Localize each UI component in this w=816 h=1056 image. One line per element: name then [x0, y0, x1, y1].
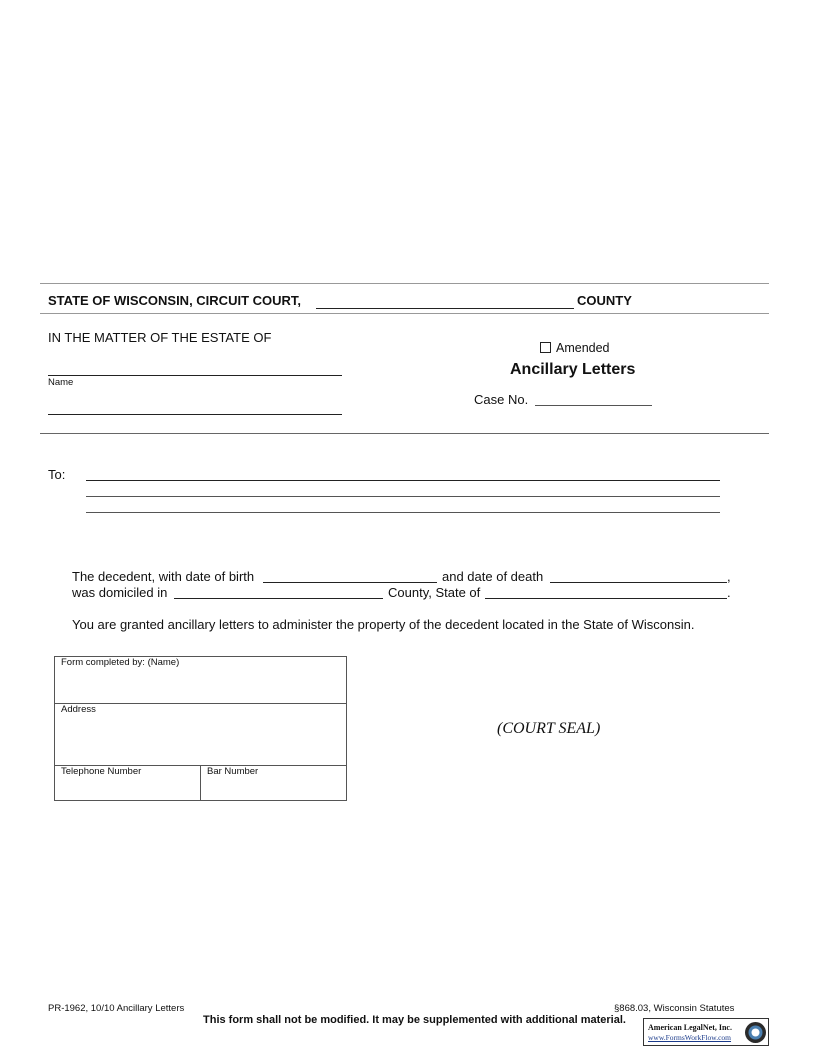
name-label: Name — [48, 377, 74, 388]
case-no-label: Case No. — [474, 392, 529, 407]
case-no-field[interactable] — [535, 405, 652, 406]
line2-period: . — [727, 585, 731, 600]
to-field-1[interactable] — [86, 480, 720, 481]
court-seal-label: (COURT SEAL) — [497, 720, 601, 737]
line1-comma: , — [727, 569, 731, 584]
decedent-name-field-2[interactable] — [48, 414, 342, 415]
dod-label: and date of death — [442, 569, 544, 584]
header-rule — [40, 313, 769, 314]
decedent-name-field[interactable] — [48, 375, 342, 376]
bar-number-field[interactable]: Bar Number — [207, 766, 259, 777]
preparer-vertical-divider — [200, 765, 201, 801]
estate-matter-label: IN THE MATTER OF THE ESTATE OF — [48, 330, 272, 345]
telephone-field[interactable]: Telephone Number — [61, 766, 142, 777]
preparer-divider-1 — [54, 703, 347, 704]
amended-checkbox[interactable] — [540, 342, 551, 353]
grant-statement: You are granted ancillary letters to administer the property of the decedent located in the State of Wisconsin. — [72, 617, 695, 632]
court-header — [48, 293, 301, 308]
state-label: County, State of — [388, 585, 481, 600]
form-id: PR-1962, 10/10 Ancillary Letters — [48, 1003, 185, 1014]
to-label: To: — [48, 467, 66, 482]
publisher-logo — [643, 1018, 769, 1046]
to-field-3[interactable] — [86, 512, 720, 513]
top-rule — [40, 283, 769, 284]
dob-field[interactable] — [263, 582, 437, 583]
logo-website: www.FormsWorkFlow.com — [648, 1033, 732, 1042]
logo-company: American LegalNet, Inc. — [648, 1023, 732, 1032]
completed-by-field[interactable]: Form completed by: (Name) — [61, 657, 180, 668]
address-field[interactable]: Address — [61, 704, 96, 715]
dob-label: The decedent, with date of birth — [72, 569, 255, 584]
dod-field[interactable] — [550, 582, 727, 583]
domicile-label: was domiciled in — [72, 585, 168, 600]
logo-emblem-icon — [744, 1021, 767, 1044]
domicile-county-field[interactable] — [174, 598, 383, 599]
statute-reference: §868.03, Wisconsin Statutes — [614, 1003, 735, 1014]
county-field[interactable] — [316, 308, 574, 309]
form-title: Ancillary Letters — [510, 361, 636, 378]
section-rule — [40, 433, 769, 434]
county-suffix: COUNTY — [577, 293, 632, 308]
court-prefix: STATE OF WISCONSIN, CIRCUIT COURT, — [48, 293, 302, 308]
domicile-state-field[interactable] — [485, 598, 727, 599]
amended-label: Amended — [556, 341, 610, 355]
modification-notice: This form shall not be modified. It may be supplemented with additional material. — [203, 1014, 626, 1026]
to-field-2[interactable] — [86, 496, 720, 497]
